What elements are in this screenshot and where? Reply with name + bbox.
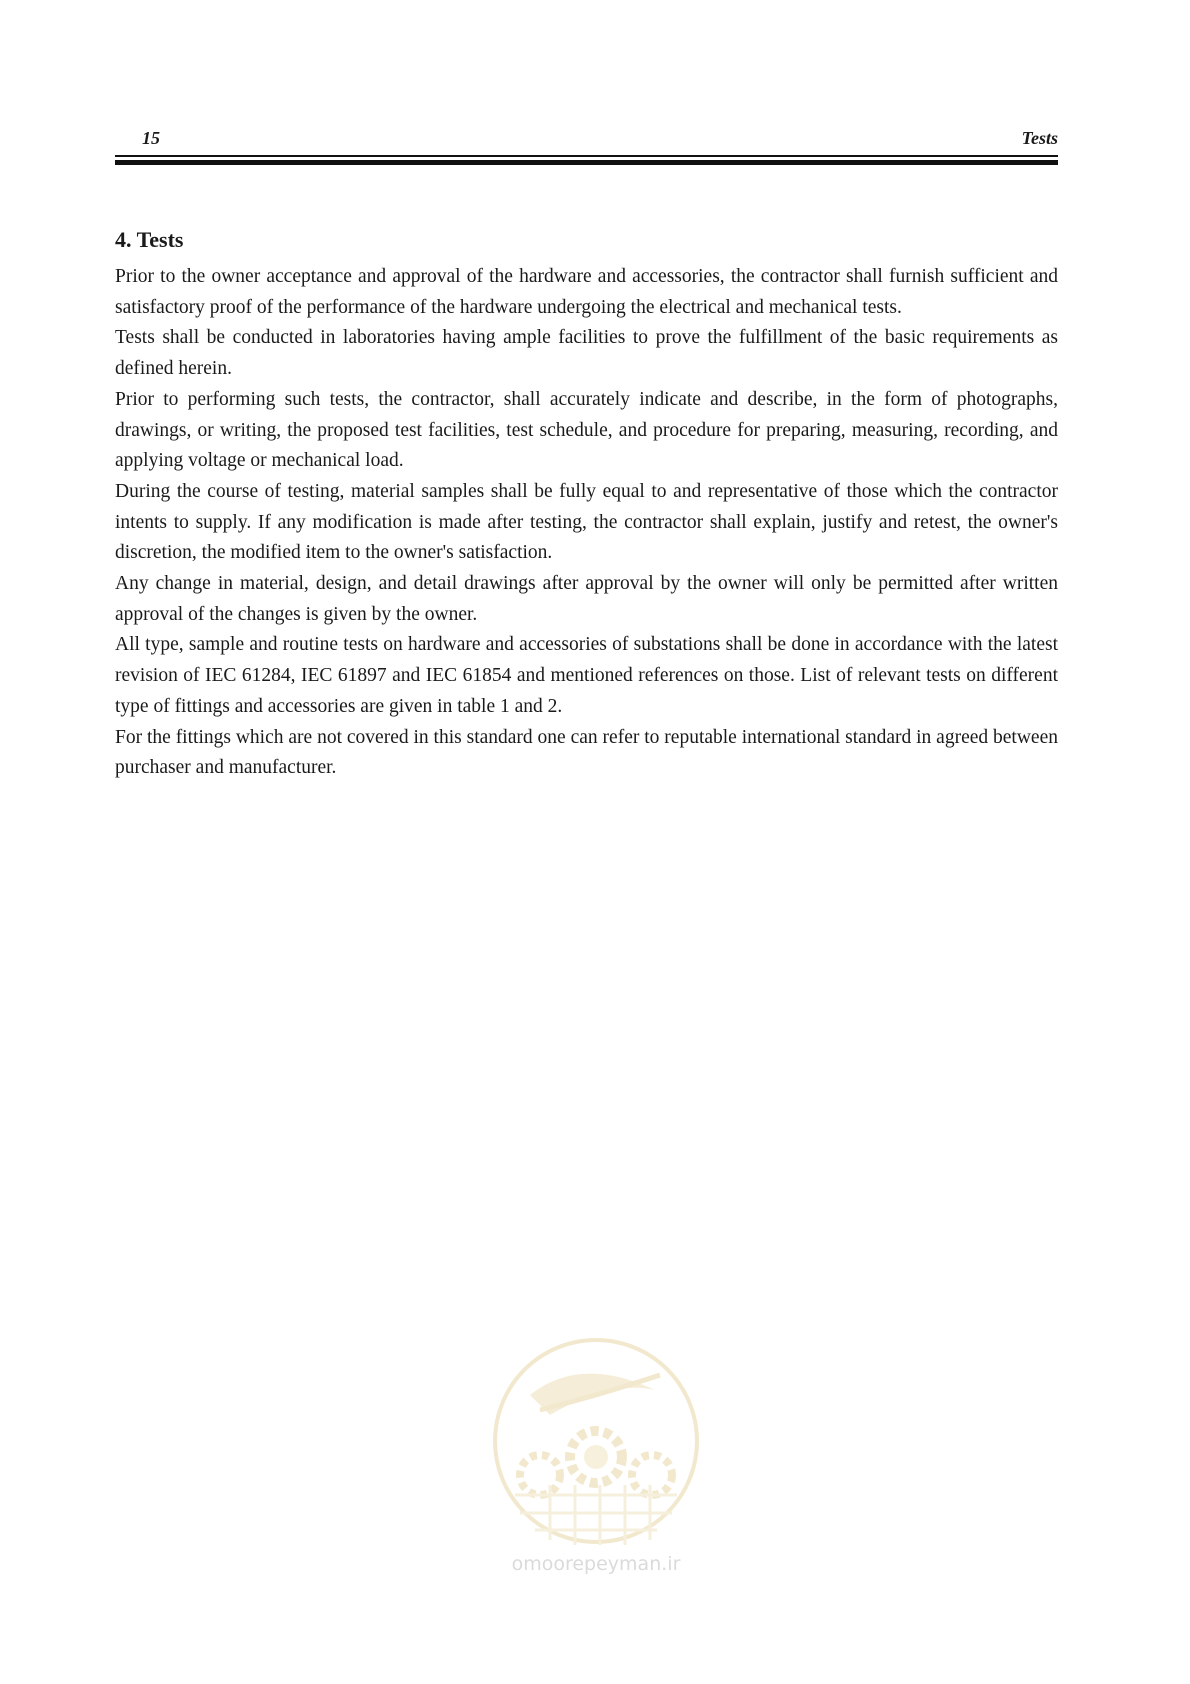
header-rule-thick — [115, 160, 1058, 165]
paragraph: All type, sample and routine tests on hardware and accessories of substations shall be done in accordance with the latest revision of IEC 61284, IEC 61897 and IEC 61854 and mentioned references on those. List of relevant tests on different type of fittings and accessories are given in table 1 and 2. — [115, 634, 1058, 717]
paragraph: Any change in material, design, and detail drawings after approval by the owner will only be permitted after written approval of the changes is given by the owner. — [115, 573, 1058, 625]
header-rule-thin — [115, 155, 1058, 157]
watermark-text: omoorepeyman.ir — [511, 1553, 681, 1575]
paragraph: Tests shall be conducted in laboratories having ample facilities to prove the fulfillment of the basic requirements as defined herein. — [115, 327, 1058, 380]
paragraph: Prior to performing such tests, the contractor, shall accurately indicate and describe, in the form of photographs, drawings, or writing, the proposed test facilities, test schedule, and procedure for preparing, measuring, recording, and applying voltage or mechanical load. — [115, 388, 1058, 472]
watermark-emblem-icon — [490, 1335, 702, 1547]
section-title: 4. Tests — [115, 227, 184, 252]
watermark-logo — [490, 1335, 702, 1587]
paragraph: For the fittings which are not covered in this standard one can refer to reputable international standard in agreed between purchaser and manufacturer. — [115, 726, 1058, 779]
main-content — [115, 226, 1058, 784]
paragraph: During the course of testing, material samples shall be fully equal to and representative of those which the contractor intents to supply. If any modification is made after testing, the contractor shall explain, justify and retest, the owner's discretion, the modified item to the owner's satisfaction. — [115, 480, 1058, 564]
running-title: Tests — [1021, 128, 1058, 148]
page-header — [115, 128, 1058, 150]
page-number: 15 — [142, 128, 160, 148]
paragraph: Prior to the owner acceptance and approval of the hardware and accessories, the contractor shall furnish sufficient and satisfactory proof of the performance of the hardware undergoing the electrical and mechanical tests. — [115, 266, 1058, 318]
